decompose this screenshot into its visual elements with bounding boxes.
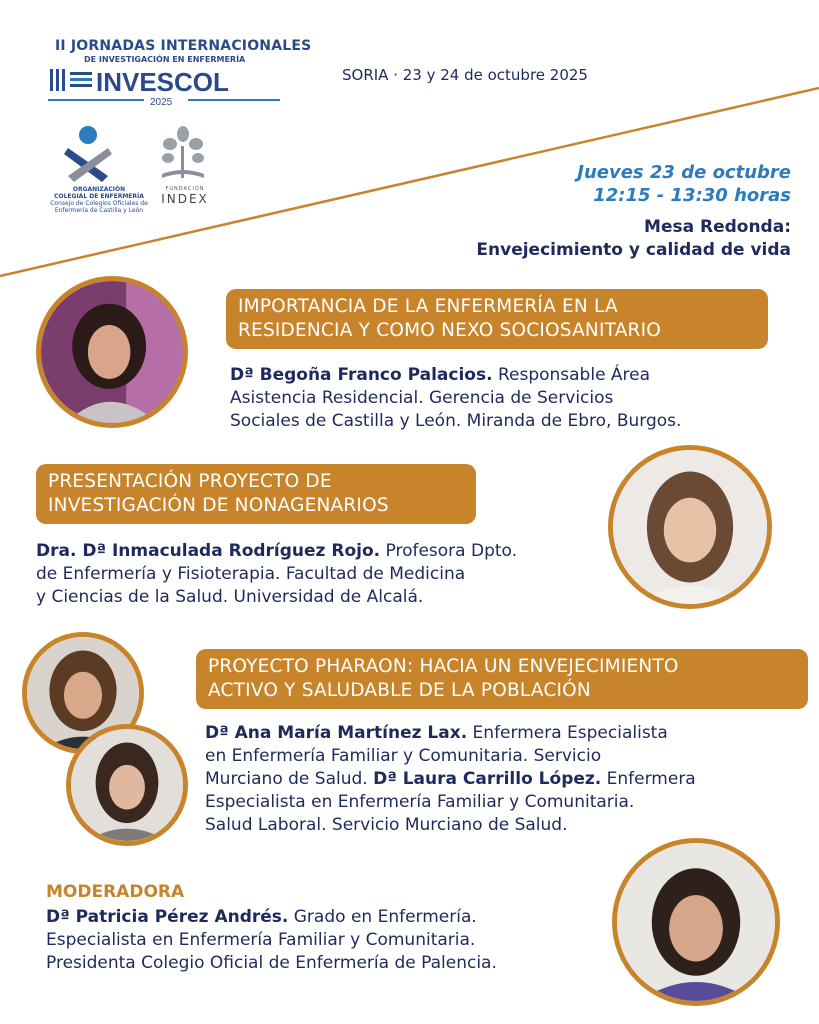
speaker-photo-begona-franco [36,276,188,428]
organizacion-colegial-logo [60,124,116,184]
fundacion-index-caption: FUNDACIÓN INDEX [161,186,209,206]
speaker-photo-inmaculada-rodriguez [608,445,772,609]
event-subtitle: DE INVESTIGACIÓN EN ENFERMERÍA [84,55,246,64]
talk-description-2: Dra. Dª Inmaculada Rodríguez Rojo. Profesora Dpto. de Enfermería y Fisioterapia. Facultad de Medicina y Ciencias de la Salud. Universidad de Alcalá. [36,541,518,607]
location-date: SORIA · 23 y 24 de octubre 2025 [342,66,588,84]
speaker-name: Dra. Dª Inmaculada Rodríguez Rojo. [36,541,381,561]
svg-text:INVESCOL: INVESCOL [96,67,229,97]
talk-description-3: Dª Ana María Martínez Lax. Enfermera Especialista en Enfermería Familiar y Comunitaria. Servicio Murciano de Salud. Dª Laura Carrillo López. Enfermera Especialista en Enfermería Familiar y Comunitaria. Salud Laboral. Servicio Murciano de Salud. [205,723,696,835]
moderator-name: Dª Patricia Pérez Andrés. [46,907,289,927]
svg-text:2025: 2025 [150,97,173,108]
session-type: Mesa Redonda: [644,217,791,237]
talk-title-box-3: PROYECTO PHARAON: HACIA UN ENVEJECIMIENTO ACTIVO Y SALUDABLE DE LA POBLACIÓN [196,649,808,709]
session-date: Jueves 23 de octubre [577,162,791,183]
moderator-photo-patricia-perez [612,838,780,1006]
speaker-photo-laura-carrillo [66,724,188,846]
talk-description-1: Dª Begoña Franco Palacios. Responsable Área Asistencia Residencial. Gerencia de Servicios Sociales de Castilla y León. Miranda de Ebro, Burgos. [230,365,682,431]
moderator-label: MODERADORA [46,882,185,902]
session-time: 12:15 - 13:30 horas [593,185,791,206]
speaker-name: Dª Laura Carrillo López. [373,769,602,789]
speaker-name: Dª Ana María Martínez Lax. [205,723,468,743]
session-title: Envejecimiento y calidad de vida [476,240,791,260]
talk-title-box-2: PRESENTACIÓN PROYECTO DE INVESTIGACIÓN DE NONAGENARIOS [36,464,476,524]
talk-title-box-1: IMPORTANCIA DE LA ENFERMERÍA EN LA RESIDENCIA Y COMO NEXO SOCIOSANITARIO [226,289,768,349]
speaker-name: Dª Begoña Franco Palacios. [230,365,493,385]
moderator-description: Dª Patricia Pérez Andrés. Grado en Enfermería. Especialista en Enfermería Familiar y Comunitaria. Presidenta Colegio Oficial de Enfermería de Palencia. [46,907,497,973]
event-title: II JORNADAS INTERNACIONALES [55,38,312,54]
fundacion-index-tree-logo [156,124,210,186]
invescol-logo [48,64,288,112]
organizacion-colegial-caption: ORGANIZACIÓN COLEGIAL DE ENFERMERÍA Consejo de Colegios Oficiales de Enfermería de Castilla y León [50,186,148,214]
